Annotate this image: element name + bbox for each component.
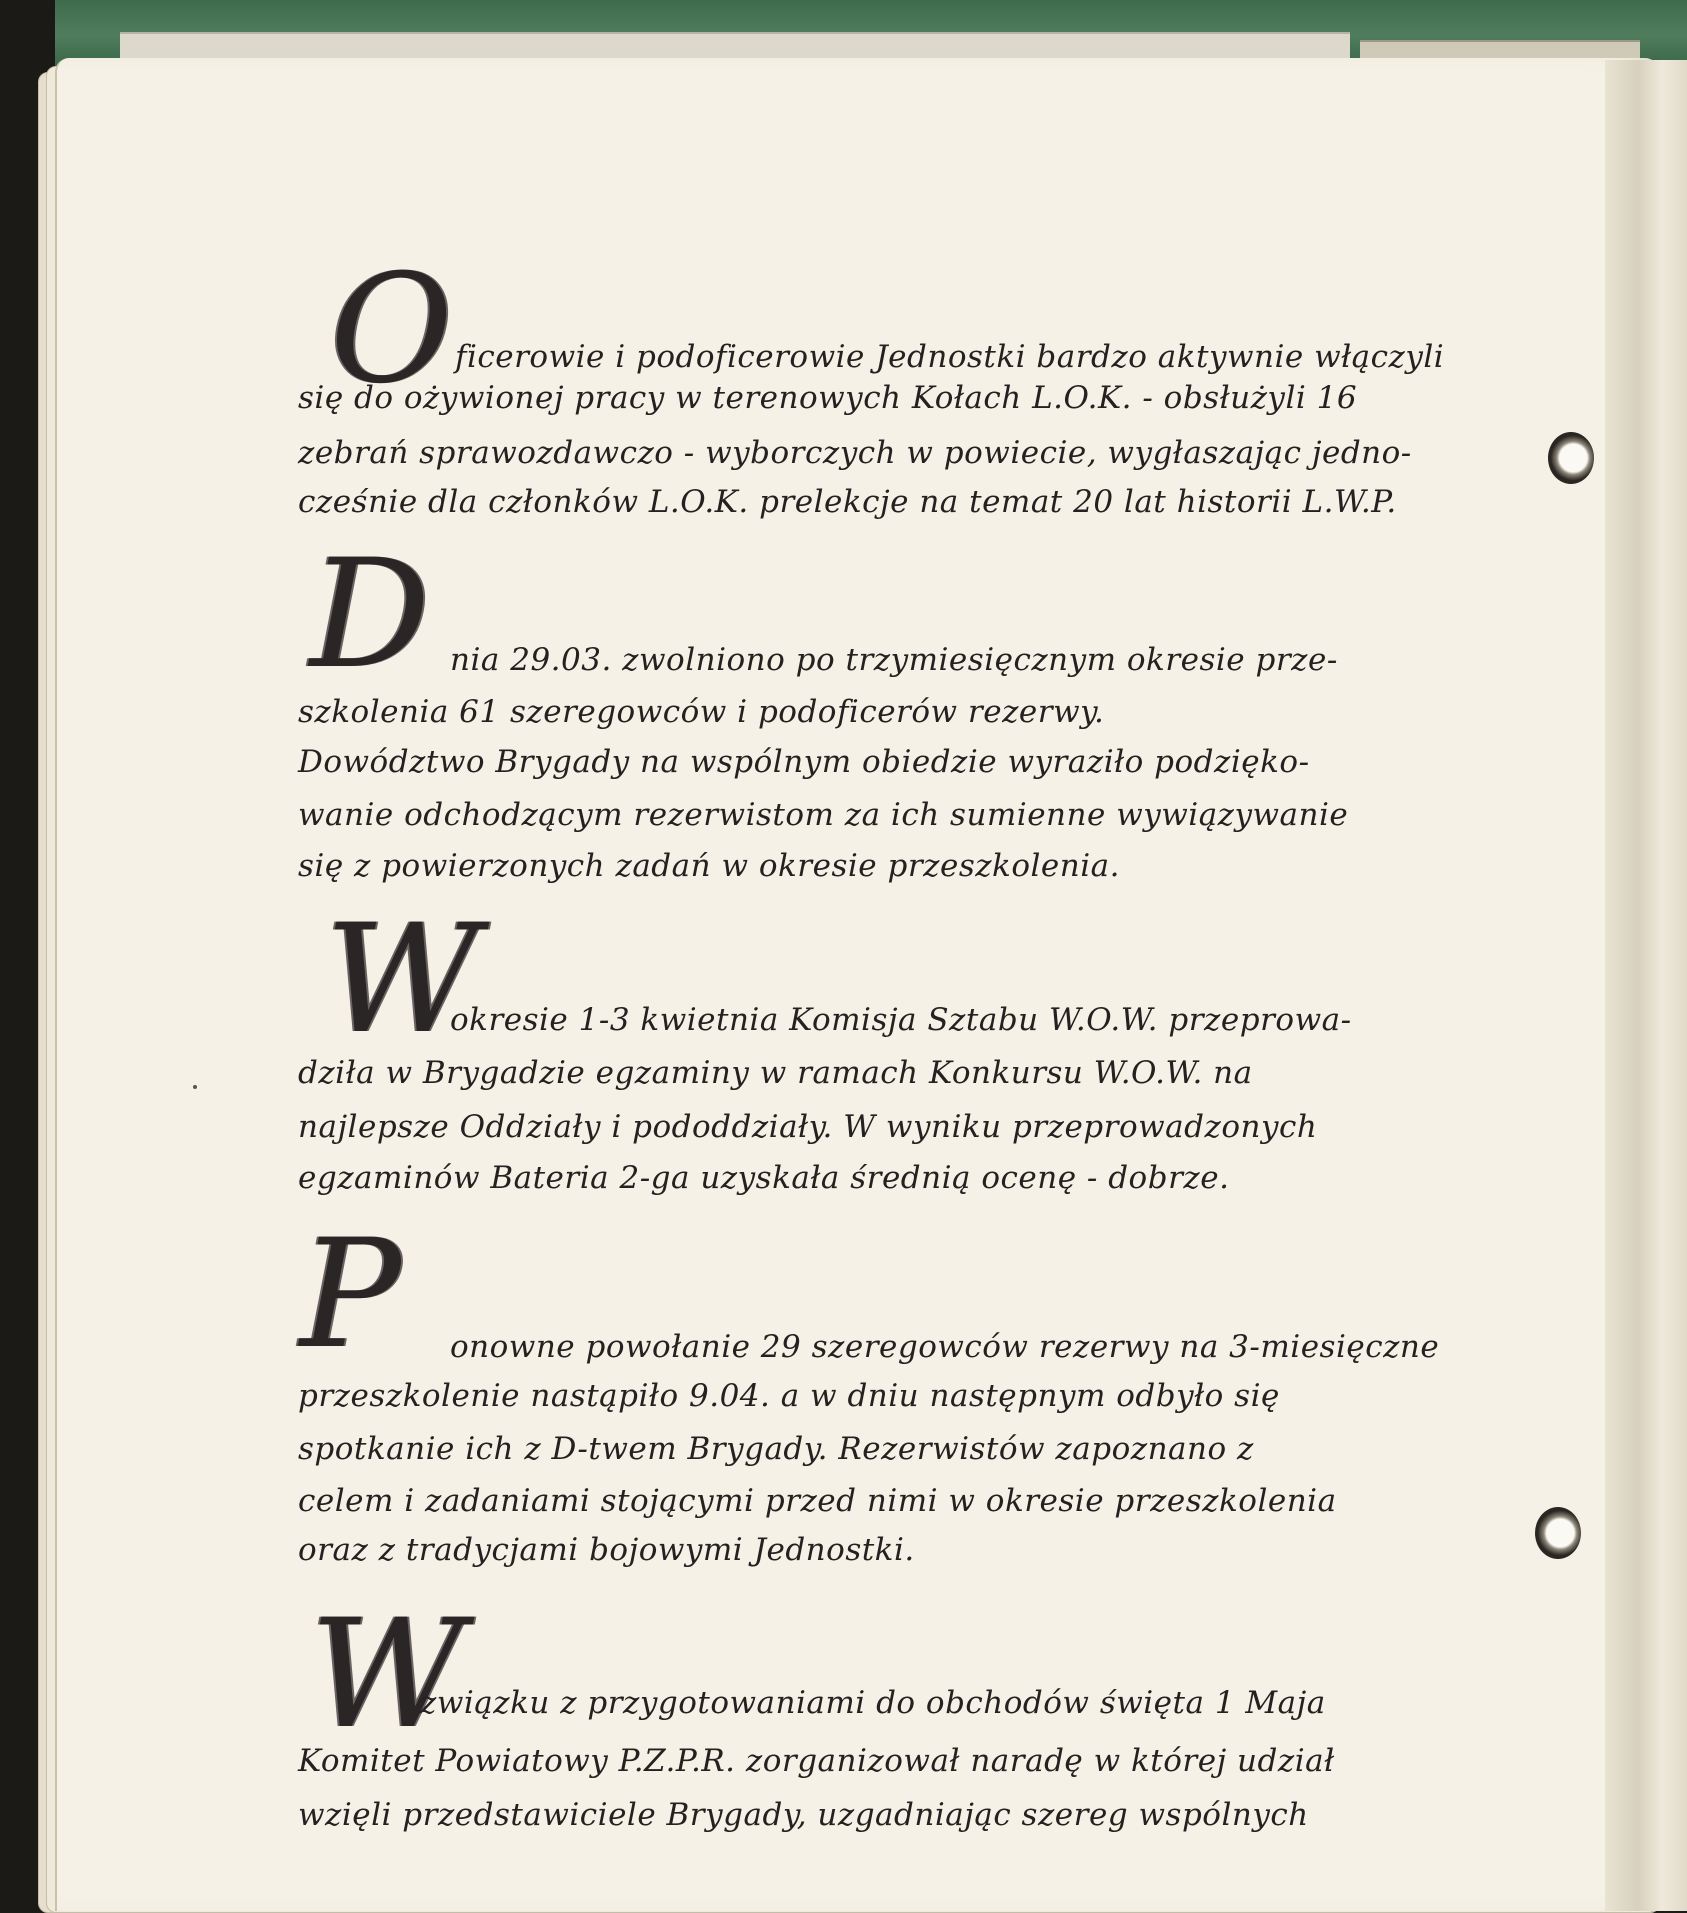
text-line: Dowództwo Brygady na wspólnym obiedzie wyraziło podzięko-: [298, 744, 1310, 780]
text-line: cześnie dla członków L.O.K. prelekcje na temat 20 lat historii L.W.P.: [298, 484, 1397, 520]
text-line: Komitet Powiatowy P.Z.P.R. zorganizował naradę w której udział: [298, 1743, 1335, 1779]
text-line: okresie 1-3 kwietnia Komisja Sztabu W.O.W. przeprowa-: [450, 1002, 1352, 1038]
text-line: oraz z tradycjami bojowymi Jednostki.: [298, 1532, 915, 1568]
drop-cap-initial: W: [325, 893, 480, 1067]
drop-cap-initial: O: [330, 243, 453, 417]
text-line: się z powierzonych zadań w okresie przeszkolenia.: [298, 848, 1120, 884]
drop-cap-initial: D: [310, 528, 431, 702]
text-line: zebrań sprawozdawczo - wyborczych w powiecie, wygłaszając jedno-: [298, 435, 1412, 471]
ink-dot: [193, 1085, 197, 1089]
text-line: ficerowie i podoficerowie Jednostki bardzo aktywnie włączyli: [455, 339, 1445, 375]
text-line: egzaminów Bateria 2-ga uzyskała średnią ocenę - dobrze.: [298, 1160, 1230, 1196]
text-line: spotkanie ich z D-twem Brygady. Rezerwistów zapoznano z: [298, 1431, 1254, 1467]
page-fold: [1605, 60, 1687, 1911]
text-line: przeszkolenie nastąpiło 9.04. a w dniu następnym odbyło się: [298, 1378, 1280, 1414]
text-line: wzięli przedstawiciele Brygady, uzgadniając szereg wspólnych: [298, 1797, 1309, 1833]
text-line: związku z przygotowaniami do obchodów święta 1 Maja: [420, 1685, 1326, 1721]
text-line: wanie odchodzącym rezerwistom za ich sumienne wywiązywanie: [298, 797, 1349, 833]
punch-hole-icon: [1535, 1507, 1581, 1559]
text-line: onowne powołanie 29 szeregowców rezerwy na 3-miesięczne: [450, 1329, 1440, 1365]
text-line: się do ożywionej pracy w terenowych Kołach L.O.K. - obsłużyli 16: [298, 380, 1358, 416]
text-line: szkolenia 61 szeregowców i podoficerów rezerwy.: [298, 694, 1105, 730]
text-line: nia 29.03. zwolniono po trzymiesięcznym okresie prze-: [450, 642, 1338, 678]
album-page: [55, 58, 1659, 1911]
drop-cap-initial: P: [300, 1208, 401, 1382]
drop-cap-initial: W: [310, 1588, 465, 1762]
text-line: najlepsze Oddziały i pododdziały. W wyniku przeprowadzonych: [298, 1109, 1318, 1145]
punch-hole-icon: [1548, 432, 1594, 484]
text-line: dziła w Brygadzie egzaminy w ramach Konkursu W.O.W. na: [298, 1055, 1253, 1091]
text-line: celem i zadaniami stojącymi przed nimi w okresie przeszkolenia: [298, 1483, 1337, 1519]
